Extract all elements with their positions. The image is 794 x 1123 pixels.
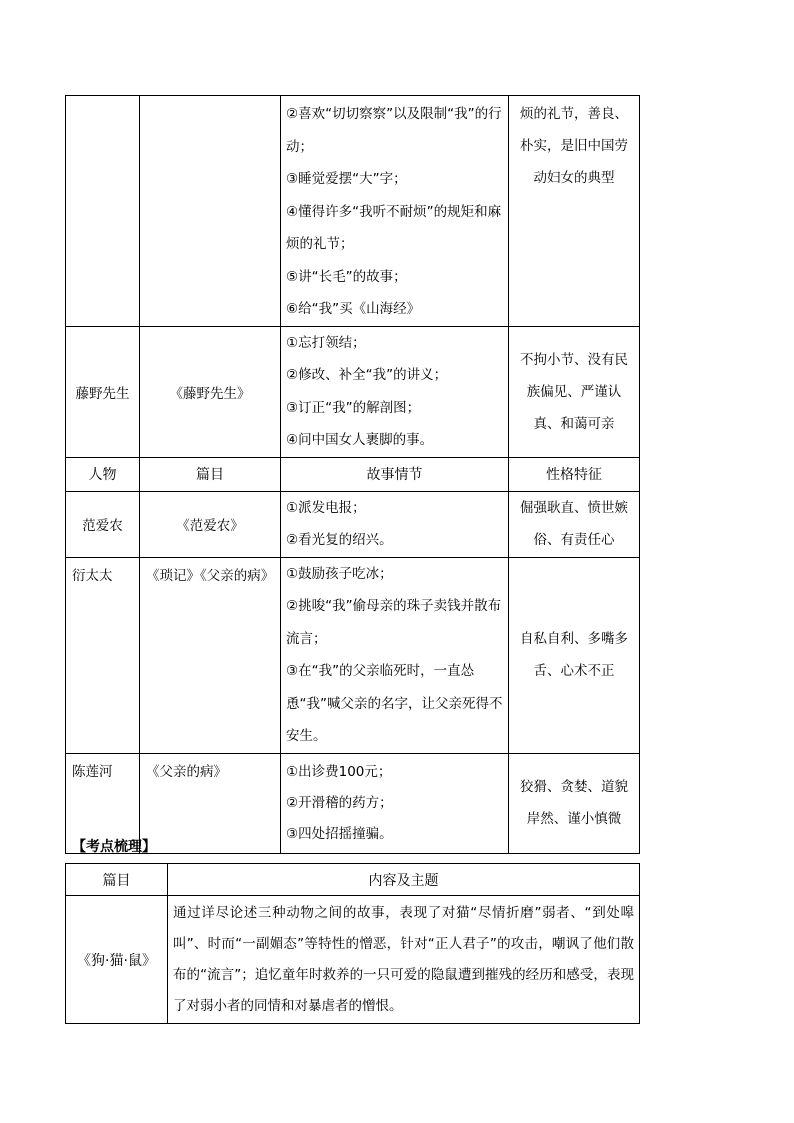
plot-line: ⑥给“我”买《山海经》 [286, 301, 421, 317]
trait-cell: 狡猾、贪婪、道貌岸然、谨小慎微 [509, 753, 640, 853]
work-cell: 《狗·猫·鼠》 [66, 896, 168, 1024]
plot-cell [281, 491, 509, 557]
work-cell: 《范爱农》 [140, 491, 281, 557]
work-cell: 《藤野先生》 [140, 326, 281, 457]
table-header-row [66, 457, 640, 491]
section-heading: 【考点梳理】 [72, 839, 156, 855]
person-cell: 范爱农 [66, 491, 140, 557]
work-cell [140, 96, 281, 327]
header-person: 人物 [66, 457, 140, 491]
trait-cell: 自私自利、多嘴多舌、心术不正 [509, 557, 640, 753]
plot-line: ②修改、补全“我”的讲义； [286, 367, 448, 383]
person-cell [66, 96, 140, 327]
table-row [66, 896, 640, 1024]
plot-line: ②挑唆“我”偷母亲的珠子卖钱并散布流言； [286, 598, 502, 647]
trait-cell: 烦的礼节，善良、朴实，是旧中国劳动妇女的典型 [509, 96, 640, 327]
plot-line: ④懂得许多“我听不耐烦”的规矩和麻烦的礼节； [286, 203, 502, 252]
header-content: 内容及主题 [168, 864, 640, 896]
table-row [66, 96, 640, 327]
plot-cell [281, 557, 509, 753]
header-trait: 性格特征 [509, 457, 640, 491]
plot-line: ⑤讲“长毛”的故事； [286, 268, 407, 285]
header-work: 篇目 [140, 457, 281, 491]
plot-line: ③订正“我”的解剖图； [286, 399, 421, 416]
characters-table [65, 95, 640, 854]
plot-line: ④问中国女人裹脚的事。 [286, 432, 434, 448]
trait-cell: 不拘小节、没有民族偏见、严谨认真、和蔼可亲 [509, 326, 640, 457]
person-cell: 衍太太 [66, 557, 140, 753]
plot-cell [281, 96, 509, 327]
plot-cell [281, 326, 509, 457]
table-row [66, 557, 640, 753]
table-row [66, 491, 640, 557]
key-points-table [65, 863, 640, 1024]
plot-line: ③睡觉爱摆“大”字； [286, 171, 407, 187]
table-row [66, 326, 640, 457]
plot-line: ③在“我”的父亲临死时，一直怂恿“我”喊父亲的名字，让父亲死得不安生。 [286, 663, 503, 744]
plot-line: ②喜欢“切切察察”以及限制“我”的行动； [286, 106, 502, 155]
plot-line: ②开滑稽的药方； [286, 794, 393, 811]
work-cell: 《父亲的病》 [140, 753, 281, 853]
header-plot: 故事情节 [281, 457, 509, 491]
plot-line: ③四处招摇撞骗。 [286, 825, 393, 842]
person-cell: 藤野先生 [66, 326, 140, 457]
plot-line: ①鼓励孩子吃冰； [286, 565, 393, 582]
work-cell: 《琐记》《父亲的病》 [140, 557, 281, 753]
table-header-row [66, 864, 640, 896]
plot-line: ①派发电报； [286, 499, 366, 516]
plot-line: ①出诊费100元； [286, 763, 392, 780]
content-cell: 通过详尽论述三种动物之间的故事，表现了对猫“尽情折磨”弱者、“到处嗥叫”、时而“一副媚态”等特性的憎恶，针对“正人君子”的攻击，嘲讽了他们散布的“流言”；追忆童年时救养的一只可爱的隐鼠遭到摧残的经历和感受，表现了对弱小者的同情和对暴虐者的憎恨。 [168, 896, 640, 1024]
header-work: 篇目 [66, 864, 168, 896]
trait-cell: 倔强耿直、愤世嫉俗、有责任心 [509, 491, 640, 557]
plot-line: ①忘打领结； [286, 334, 366, 351]
person-cell: 陈莲河 [66, 753, 140, 853]
plot-cell [281, 753, 509, 853]
plot-line: ②看光复的绍兴。 [286, 532, 393, 548]
